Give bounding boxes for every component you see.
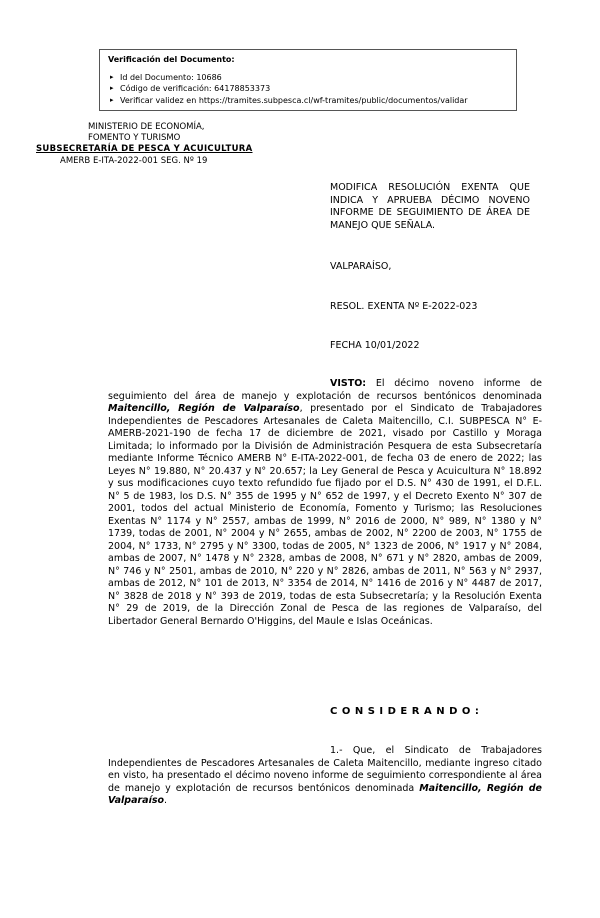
verification-box bbox=[99, 49, 517, 111]
ministry-line-1: MINISTERIO DE ECONOMÍA, bbox=[88, 122, 205, 132]
verification-list bbox=[108, 72, 508, 107]
resolution-subject: MODIFICA RESOLUCIÓN EXENTA QUE INDICA Y APRUEBA DÉCIMO NOVENO INFORME DE SEGUIMIENTO DE ÁREA DE MANEJO QUE SEÑALA. bbox=[330, 182, 530, 231]
visto-text-a: El décimo noveno informe de seguimiento del área de manejo y explotación de recursos bentónicos denominada bbox=[108, 378, 542, 402]
visto-label: VISTO: bbox=[330, 378, 367, 389]
considerando-end: . bbox=[164, 795, 168, 806]
verification-title: Verificación del Documento: bbox=[108, 55, 235, 64]
considerando-paragraph-1 bbox=[108, 745, 542, 808]
resolution-number: RESOL. EXENTA Nº E-2022-023 bbox=[330, 301, 478, 312]
considerando-text-a: 1.- Que, el Sindicato de Trabajadores Independientes de Pescadores Artesanales de Caleta Maitencillo, mediante ingreso citado en visto, ha presentado el décimo noveno informe de seguimiento correspondiente al área de manejo y explotación de recursos bentónicos denominada bbox=[108, 745, 542, 794]
considerando-area-name: Maitencillo, Región de Valparaíso bbox=[108, 782, 542, 806]
subsecretaria-title: SUBSECRETARÍA DE PESCA Y ACUICULTURA bbox=[36, 144, 253, 154]
considerando-heading: CONSIDERANDO: bbox=[330, 706, 484, 717]
ministry-line-2: FOMENTO Y TURISMO bbox=[88, 133, 181, 143]
verification-code: ▸ Código de verificación: 64178853373 bbox=[120, 83, 508, 95]
document-id: ▸ Id del Documento: 10686 bbox=[120, 72, 508, 84]
verification-url[interactable]: ▸ Verificar validez en https://tramites.subpesca.cl/wf-tramites/public/documentos/validar bbox=[120, 95, 508, 107]
visto-area-name: Maitencillo, Región de Valparaíso bbox=[108, 403, 300, 414]
resolution-date: FECHA 10/01/2022 bbox=[330, 340, 420, 351]
visto-text-b: , presentado por el Sindicato de Trabajadores Independientes de Pescadores Artesanales de Caleta Maitencillo, C.I. SUBPESCA N° E-AMERB-2021-190 de fecha 17 de diciembre de 2021, visado por Castillo y Moraga Limitada; lo informado por la División de Administración Pesquera de esta Subsecretaría mediante Informe Técnico AMERB N° E-ITA-2022-001, de fecha 03 de enero de 2022; las Leyes N° 19.880, N° 20.437 y N° 20.657; la Ley General de Pesca y Acuicultura N° 18.892 y sus modificaciones cuyo texto refundido fue fijado por el D.S. N° 430 de 1991, el D.F.L. N° 5 de 1983, los D.S. N° 355 de 1995 y N° 652 de 1997, y el Decreto Exento N° 307 de 2001, todos del actual Ministerio de Economía, Fomento y Turismo; las Resoluciones Exentas N° 1174 y N° 2557, ambas de 1999, N° 2016 de 2000, N° 989, N° 1380 y N° 1739, todas de 2001, N° 2004 y N° 2655, ambas de 2002, N° 2200 de 2003, N° 1755 de 2004, N° 1733, N° 2795 y N° 3300, todas de 2005, N° 1323 de 2006, N° 1917 y N° 2084, ambas de 2007, N° 1478 y N° 2328, ambas de 2008, N° 671 y N° 2820, ambas de 2009, N° 746 y N° 2501, ambas de 2010, N° 220 y N° 2826, ambas de 2011, N° 563 y N° 2937, ambas de 2012, N° 101 de 2013, N° 3354 de 2014, N° 1416 de 2016 y N° 4487 de 2017, N° 3828 de 2018 y N° 393 de 2019, todas de esta Subsecretaría; y la Resolución Exenta N° 29 de 2019, de la Dirección Zonal de Pesca de las regiones de Valparaíso, del Libertador General Bernardo O'Higgins, del Maule e Islas Oceánicas. bbox=[108, 403, 542, 627]
visto-paragraph bbox=[108, 378, 542, 628]
reference-number: AMERB E-ITA-2022-001 SEG. Nº 19 bbox=[60, 156, 208, 166]
resolution-place: VALPARAÍSO, bbox=[330, 261, 392, 272]
